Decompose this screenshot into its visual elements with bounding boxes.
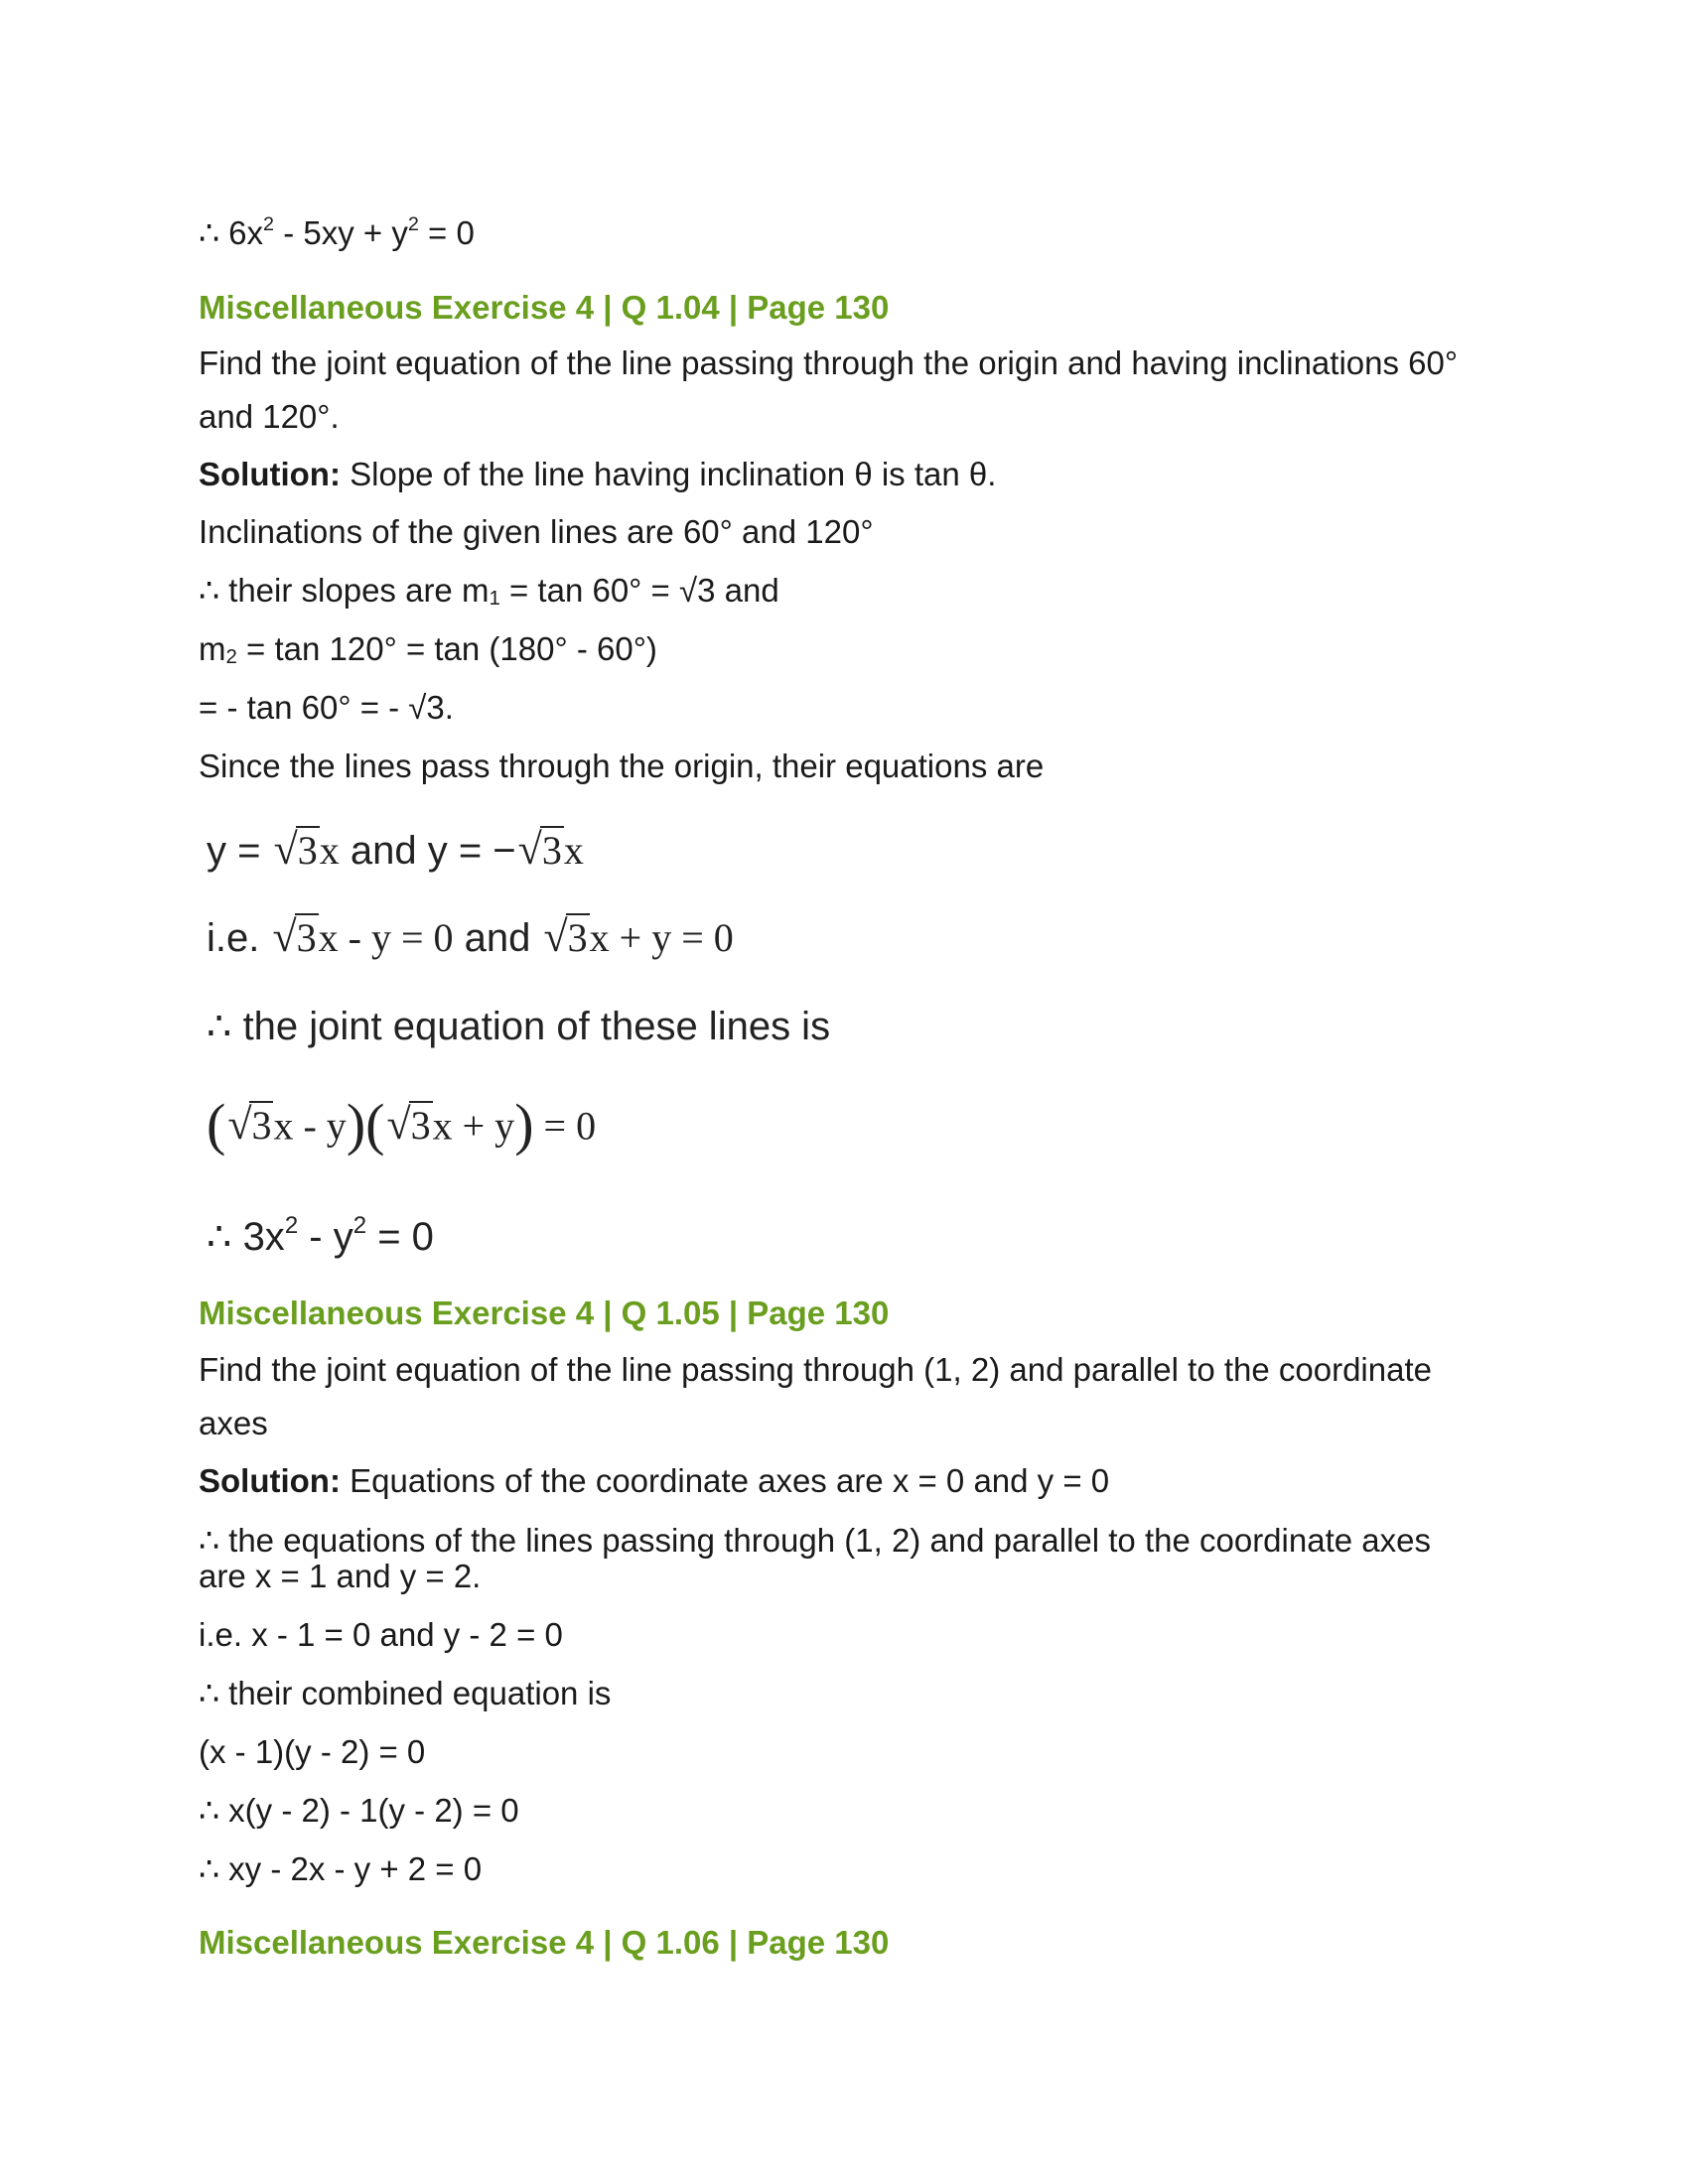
text: ∴ 3x xyxy=(207,1215,285,1259)
solution-step: ∴ xy - 2x - y + 2 = 0 xyxy=(199,1850,483,1887)
solution-step: (x - 1)(y - 2) = 0 xyxy=(199,1733,426,1770)
equation-image-5 xyxy=(207,1211,434,1263)
radicand: 3 xyxy=(541,828,562,873)
text: = 0 xyxy=(533,1103,597,1149)
question-heading-1-06: Miscellaneous Exercise 4 | Q 1.06 | Page 130 xyxy=(199,1924,890,1961)
text: ∴ their slopes are m xyxy=(199,572,490,609)
solution-text: Equations of the coordinate axes are x = 0 and y = 0 xyxy=(340,1462,1110,1499)
solution-line xyxy=(199,455,996,494)
equation-image-2 xyxy=(207,911,734,964)
text: and xyxy=(453,916,542,960)
solution-step: are x = 1 and y = 2. xyxy=(199,1558,482,1594)
superscript: 2 xyxy=(263,213,275,236)
text: x + y xyxy=(432,1103,515,1149)
solution-step: ∴ their combined equation is xyxy=(199,1675,612,1711)
solution-step: ∴ x(y - 2) - 1(y - 2) = 0 xyxy=(199,1792,519,1829)
sqrt: √3 xyxy=(272,912,317,961)
equation-line xyxy=(199,213,475,253)
solution-label: Solution: xyxy=(199,456,341,492)
solution-step xyxy=(199,629,657,669)
solution-step: Inclinations of the given lines are 60° and 120° xyxy=(199,513,874,550)
text: i.e. xyxy=(207,916,271,960)
text: x xyxy=(319,828,340,873)
radicand: 3 xyxy=(567,915,588,960)
question-heading-1-04: Miscellaneous Exercise 4 | Q 1.04 | Page 130 xyxy=(199,289,890,326)
superscript: 2 xyxy=(284,1212,299,1240)
equation-image-1 xyxy=(207,824,584,877)
radicand: 3 xyxy=(297,828,318,873)
solution-line xyxy=(199,1461,1109,1501)
text: ∴ 6x xyxy=(199,214,264,251)
solution-step: ∴ the equations of the lines passing through (1, 2) and parallel to the coordinate axes xyxy=(199,1522,1431,1559)
text: = 0 xyxy=(418,214,475,251)
text: = 0 xyxy=(366,1215,434,1259)
solution-label: Solution: xyxy=(199,1462,341,1499)
sqrt: √3 xyxy=(543,912,588,961)
solution-step: = - tan 60° = - √3. xyxy=(199,689,454,726)
text: = tan 60° = √3 and xyxy=(499,572,779,609)
radicand: 3 xyxy=(296,915,317,960)
text: m xyxy=(199,630,226,667)
text: x - y xyxy=(273,1103,347,1149)
text: - y xyxy=(298,1215,353,1259)
solution-step xyxy=(199,571,779,611)
text: - 5xy + y xyxy=(274,214,408,251)
solution-step: Since the lines pass through the origin, their equations are xyxy=(199,748,1045,784)
subscript: 2 xyxy=(225,645,237,669)
question-text: axes xyxy=(199,1405,268,1441)
sqrt: √3 xyxy=(227,1100,272,1150)
solution-step: i.e. x - 1 = 0 and y - 2 = 0 xyxy=(199,1616,563,1653)
equation-image-4: (√3x - y)(√3x + y) = 0 xyxy=(207,1090,596,1160)
question-text: Find the joint equation of the line passing through the origin and having inclinations 60° xyxy=(199,344,1459,381)
subscript: 1 xyxy=(489,587,500,611)
text: and y = − xyxy=(339,829,516,873)
sqrt: √3 xyxy=(517,825,562,874)
text: y = xyxy=(207,829,272,873)
text: x - y = 0 xyxy=(318,915,454,960)
question-heading-1-05: Miscellaneous Exercise 4 | Q 1.05 | Page 130 xyxy=(199,1295,890,1331)
superscript: 2 xyxy=(407,213,419,236)
text: x xyxy=(563,828,584,873)
sqrt: √3 xyxy=(386,1100,431,1150)
radicand: 3 xyxy=(251,1103,272,1149)
text: x + y = 0 xyxy=(589,915,734,960)
sqrt: √3 xyxy=(273,825,318,874)
radicand: 3 xyxy=(410,1103,431,1149)
equation-image-3: ∴ the joint equation of these lines is xyxy=(207,1005,831,1048)
question-text: and 120°. xyxy=(199,398,340,435)
superscript: 2 xyxy=(352,1212,367,1240)
question-text: Find the joint equation of the line passing through (1, 2) and parallel to the coordinate xyxy=(199,1351,1432,1388)
text: = tan 120° = tan (180° - 60°) xyxy=(236,630,657,667)
solution-text: Slope of the line having inclination θ is tan θ. xyxy=(340,456,997,492)
